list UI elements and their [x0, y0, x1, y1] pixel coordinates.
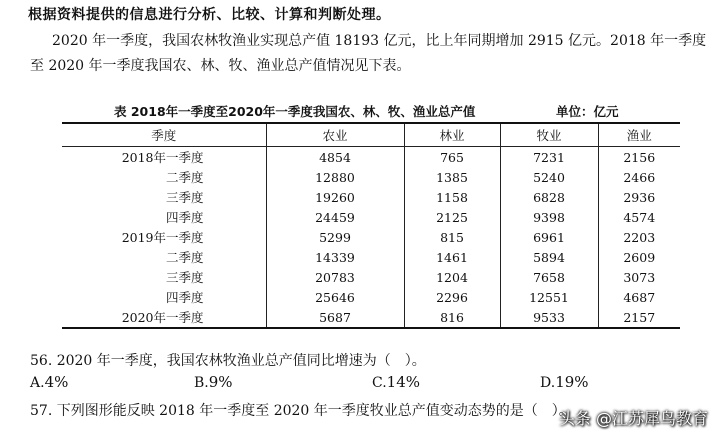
agriculture-cell: 4854	[266, 147, 404, 168]
option-letter: B.	[194, 375, 209, 391]
table-row	[62, 227, 680, 247]
season-cell: 二季度	[62, 167, 266, 187]
forestry-cell: 815	[404, 227, 500, 247]
table-row	[62, 267, 680, 287]
question-56: 56. 2020 年一季度，我国农林牧渔业总产值同比增速为（ ）。	[30, 353, 426, 369]
husbandry-cell: 6828	[500, 187, 598, 207]
option-letter: D.	[540, 375, 556, 391]
agriculture-cell: 12880	[266, 167, 404, 187]
agriculture-cell: 24459	[266, 207, 404, 227]
husbandry-cell: 9533	[500, 307, 598, 328]
table-row	[62, 307, 680, 328]
option-letter: A.	[30, 375, 45, 391]
option-a[interactable]	[30, 373, 68, 391]
fishery-cell: 2466	[598, 167, 680, 187]
husbandry-cell: 12551	[500, 287, 598, 307]
season-cell: 2019年一季度	[62, 227, 266, 247]
table-row	[62, 247, 680, 267]
fishery-cell: 2936	[598, 187, 680, 207]
agriculture-cell: 14339	[266, 247, 404, 267]
forestry-cell: 2125	[404, 207, 500, 227]
husbandry-cell: 9398	[500, 207, 598, 227]
season-cell: 二季度	[62, 247, 266, 267]
fishery-cell: 4574	[598, 207, 680, 227]
husbandry-cell: 6961	[500, 227, 598, 247]
watermark: 头条 @江苏犀鸟教育	[558, 409, 708, 428]
season-cell: 三季度	[62, 267, 266, 287]
option-value: 4%	[44, 373, 69, 391]
section-heading: 根据资料提供的信息进行分析、比较、计算和判断处理。	[28, 7, 391, 23]
fishery-cell: 2203	[598, 227, 680, 247]
fishery-cell: 2156	[598, 147, 680, 168]
option-value: 19%	[555, 373, 589, 391]
forestry-cell: 816	[404, 307, 500, 328]
forestry-cell: 765	[404, 147, 500, 168]
option-b[interactable]	[194, 373, 233, 391]
table-row	[62, 187, 680, 207]
table-row	[62, 147, 680, 168]
agriculture-cell: 19260	[266, 187, 404, 207]
forestry-cell: 1204	[404, 267, 500, 287]
husbandry-cell: 5240	[500, 167, 598, 187]
question-57: 57. 下列图形能反映 2018 年一季度至 2020 年一季度牧业总产值变动态势的是（ ）。	[30, 403, 573, 419]
forestry-cell: 1461	[404, 247, 500, 267]
output-value-table	[62, 122, 680, 329]
forestry-cell: 2296	[404, 287, 500, 307]
intro-paragraph: 2020 年一季度，我国农林牧渔业实现总产值 18193 亿元，比上年同期增加 2915 亿元。2018 年一季度至 2020 年一季度我国农、林、牧、渔业总产值情况见下表。	[30, 33, 707, 74]
option-letter: C.	[372, 375, 387, 391]
season-cell: 四季度	[62, 287, 266, 307]
option-value: 9%	[208, 373, 233, 391]
season-cell: 四季度	[62, 207, 266, 227]
husbandry-cell: 7231	[500, 147, 598, 168]
table-title: 表 2018年一季度至2020年一季度我国农、林、牧、渔业总产值	[114, 104, 476, 119]
table-row	[62, 207, 680, 227]
table-row	[62, 287, 680, 307]
col-header-fishery: 渔业	[598, 123, 680, 147]
option-value: 14%	[386, 373, 421, 391]
agriculture-cell: 5687	[266, 307, 404, 328]
fishery-cell: 2157	[598, 307, 680, 328]
season-cell: 2018年一季度	[62, 147, 266, 168]
col-header-forestry: 林业	[404, 123, 500, 147]
fishery-cell: 4687	[598, 287, 680, 307]
agriculture-cell: 25646	[266, 287, 404, 307]
season-cell: 2020年一季度	[62, 307, 266, 328]
agriculture-cell: 20783	[266, 267, 404, 287]
col-header-season: 季度	[62, 123, 266, 147]
option-d[interactable]	[540, 373, 589, 391]
forestry-cell: 1385	[404, 167, 500, 187]
fishery-cell: 2609	[598, 247, 680, 267]
table-unit: 单位：亿元	[556, 104, 619, 119]
forestry-cell: 1158	[404, 187, 500, 207]
option-c[interactable]	[372, 373, 420, 391]
fishery-cell: 3073	[598, 267, 680, 287]
husbandry-cell: 7658	[500, 267, 598, 287]
table-header-row	[62, 123, 680, 147]
agriculture-cell: 5299	[266, 227, 404, 247]
season-cell: 三季度	[62, 187, 266, 207]
col-header-husbandry: 牧业	[500, 123, 598, 147]
col-header-agriculture: 农业	[266, 123, 404, 147]
question-56-options	[30, 373, 720, 395]
husbandry-cell: 5894	[500, 247, 598, 267]
table-row	[62, 167, 680, 187]
table-caption	[114, 102, 634, 120]
